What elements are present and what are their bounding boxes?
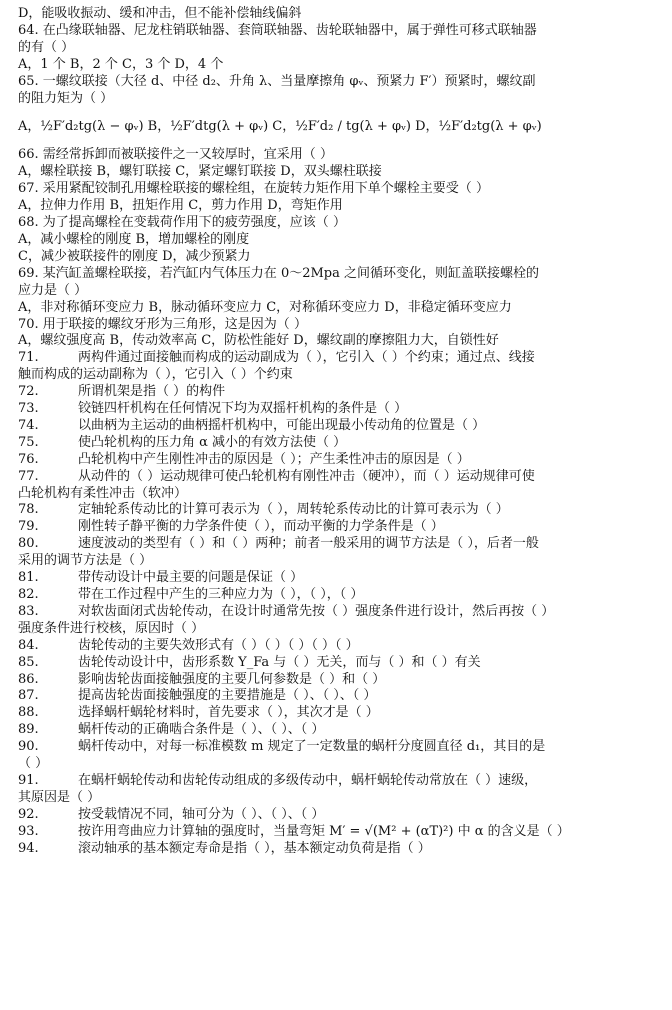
question-75 [18, 435, 614, 452]
question-89 [18, 722, 614, 739]
options-65-formulas: A，½F′d₂tg(λ − φᵥ) B，½F′dtg(λ + φᵥ) C，½F′d₂ / tg(λ + φᵥ) D，½F′d₂tg(λ + φᵥ) [18, 119, 542, 135]
question-number: 94. [18, 840, 39, 856]
question-80 [18, 536, 614, 553]
question-number: 82. [18, 587, 39, 602]
question-number: 87. [18, 688, 39, 704]
question-list [18, 350, 614, 857]
question-text: 提高齿轮齿面接触强度的主要措施是（ ）、（ ）、（ ） [78, 688, 377, 704]
question-number: 77. [18, 468, 39, 484]
question-number: 80. [18, 536, 39, 552]
question-number: 88. [18, 705, 39, 721]
question-77 [18, 469, 614, 486]
question-text: 两构件通过面接触而构成的运动副成为（ ），它引入（ ）个约束；通过点、线接 [78, 350, 535, 366]
options-69: A，非对称循环变应力 B，脉动循环变应力 C，对称循环变应力 D，非稳定循环变应力 [18, 299, 512, 315]
question-66: 66. 需经常拆卸而被联接件之一又较厚时，宜采用（ ） [18, 147, 333, 163]
question-text: 铰链四杆机构在任何情况下均为双摇杆机构的条件是（ ） [78, 401, 408, 417]
question-continuation: 采用的调节方法是（ ） [18, 553, 153, 569]
question-78 [18, 502, 614, 519]
question-continuation: 其原因是（ ） [18, 789, 101, 805]
question-text: 滚动轴承的基本额定寿命是指（ ），基本额定动负荷是指（ ） [78, 840, 431, 856]
question-71 [18, 350, 614, 367]
question-91 [18, 773, 614, 790]
question-number: 76. [18, 451, 39, 467]
text-line: D，能吸收振动、缓和冲击，但不能补偿轴线偏斜 [18, 6, 302, 21]
text-line: 的有（ ） [18, 39, 75, 55]
question-number: 90. [18, 739, 39, 755]
question-94 [18, 841, 614, 858]
question-text: 选择蜗杆蜗轮材料时，首先要求（ ），其次才是（ ） [78, 705, 379, 721]
question-76 [18, 452, 614, 469]
question-text: 齿轮传动设计中，齿形系数 Y_Fa 与（ ）无关，而与（ ）和（ ）有关 [78, 654, 481, 670]
question-79 [18, 519, 614, 536]
question-text: 所谓机架是指（ ）的构件 [78, 384, 226, 400]
options-66: A，螺栓联接 B，螺钉联接 C，紧定螺钉联接 D，双头螺柱联接 [18, 164, 382, 180]
question-number: 72. [18, 384, 39, 400]
question-number: 89. [18, 722, 39, 738]
question-text: 带传动设计中最主要的问题是保证（ ） [78, 570, 304, 586]
question-continuation: 强度条件进行校核，原因时（ ） [18, 620, 205, 636]
question-text: 齿轮传动的主要失效形式有（ ）（ ）（ ）（ ）（ ） [78, 637, 359, 653]
question-number: 91. [18, 772, 39, 788]
options-68: A，减小螺栓的刚度 B，增加螺栓的刚度 [18, 231, 250, 247]
question-69: 69. 某汽缸盖螺栓联接，若汽缸内气体压力在 0～2Mpa 之间循环变化，则缸盖联接螺栓的 [18, 265, 539, 281]
question-72 [18, 384, 614, 401]
question-67: 67. 采用紧配铰制孔用螺栓联接的螺栓组，在旋转力矩作用下单个螺栓主要受（ ） [18, 181, 489, 197]
document-page [18, 6, 614, 858]
question-number: 83. [18, 603, 39, 619]
question-74 [18, 418, 614, 435]
question-88 [18, 705, 614, 722]
question-number: 86. [18, 671, 39, 687]
question-68: 68. 为了提高螺栓在变载荷作用下的疲劳强度，应该（ ） [18, 215, 346, 231]
question-number: 74. [18, 417, 39, 433]
question-text: 速度波动的类型有（ ）和（ ）两种；前者一般采用的调节方法是（ ），后者一般 [78, 536, 539, 552]
question-number: 93. [18, 823, 39, 839]
question-text: 刚性转子静平衡的力学条件使（ ），而动平衡的力学条件是（ ） [78, 519, 444, 535]
question-text: 使凸轮机构的压力角 α 减小的有效方法使（ ） [78, 434, 347, 450]
question-85 [18, 655, 614, 672]
question-text: 在蜗杆蜗轮传动和齿轮传动组成的多级传动中，蜗杆蜗轮传动常放在（ ）速级， [78, 772, 538, 788]
question-text: 按受载情况不同，轴可分为（ ）、（ ）、（ ） [78, 806, 325, 822]
question-text: 对软齿面闭式齿轮传动，在设计时通常先按（ ）强度条件进行设计，然后再按（ ） [78, 603, 555, 619]
question-84 [18, 638, 614, 655]
question-text: 蜗杆传动中，对每一标准模数 m 规定了一定数量的蜗杆分度圆直径 d₁，其目的是 [78, 739, 546, 755]
question-text: 带在工作过程中产生的三种应力为（ ），（ ），（ ） [78, 587, 364, 602]
question-number: 79. [18, 519, 39, 535]
question-continuation: （ ） [18, 756, 49, 772]
question-65: 65. 一螺纹联接（大径 d、中径 d₂、升角 λ、当量摩擦角 φᵥ、预紧力 F′）预紧时，螺纹副 [18, 73, 536, 89]
question-text: 蜗杆传动的正确啮合条件是（ ）、（ ）、（ ） [78, 722, 325, 738]
text-line: 应力是（ ） [18, 282, 88, 298]
question-82 [18, 587, 614, 604]
question-number: 92. [18, 806, 39, 822]
question-90 [18, 739, 614, 756]
question-text: 以曲柄为主运动的曲柄摇杆机构中，可能出现最小传动角的位置是（ ） [78, 417, 486, 433]
question-text: 定轴轮系传动比的计算可表示为（ ），周转轮系传动比的计算可表示为（ ） [78, 502, 509, 518]
question-number: 75. [18, 434, 39, 450]
question-83 [18, 604, 614, 621]
question-70: 70. 用于联接的螺纹牙形为三角形，这是因为（ ） [18, 316, 307, 332]
question-continuation: 触而构成的运动副称为（ ），它引入（ ）个约束 [18, 367, 293, 383]
options-68: C，减少被联接件的刚度 D，减少预紧力 [18, 248, 251, 264]
question-text: 影响齿轮齿面接触强度的主要几何参数是（ ）和（ ） [78, 671, 386, 687]
question-number: 71. [18, 350, 39, 366]
question-93 [18, 824, 614, 841]
question-81 [18, 570, 614, 587]
question-text: 按许用弯曲应力计算轴的强度时，当量弯矩 M′ = √(M² + (αT)²) 中 α 的含义是（ ） [78, 823, 570, 839]
question-number: 81. [18, 570, 39, 586]
question-86 [18, 672, 614, 689]
question-number: 84. [18, 637, 39, 653]
question-text: 从动件的（ ）运动规律可使凸轮机构有刚性冲击（硬冲），而（ ）运动规律可使 [78, 468, 535, 484]
question-text: 凸轮机构中产生刚性冲击的原因是（ ）；产生柔性冲击的原因是（ ） [78, 451, 470, 467]
options-64: A，1 个 B，2 个 C，3 个 D，4 个 [18, 56, 224, 72]
question-92 [18, 807, 614, 824]
question-87 [18, 688, 614, 705]
options-70: A，螺纹强度高 B，传动效率高 C，防松性能好 D，螺纹副的摩擦阻力大，自锁性好 [18, 333, 499, 349]
question-continuation: 凸轮机构有柔性冲击（软冲） [18, 485, 188, 501]
text-line: 的阻力矩为（ ） [18, 90, 114, 106]
options-67: A，拉伸力作用 B，扭矩作用 C，剪力作用 D，弯矩作用 [18, 198, 343, 214]
question-number: 78. [18, 502, 39, 518]
question-64: 64. 在凸缘联轴器、尼龙柱销联轴器、套筒联轴器、齿轮联轴器中，属于弹性可移式联轴器 [18, 22, 537, 38]
question-number: 73. [18, 401, 39, 417]
question-number: 85. [18, 654, 39, 670]
question-73 [18, 401, 614, 418]
